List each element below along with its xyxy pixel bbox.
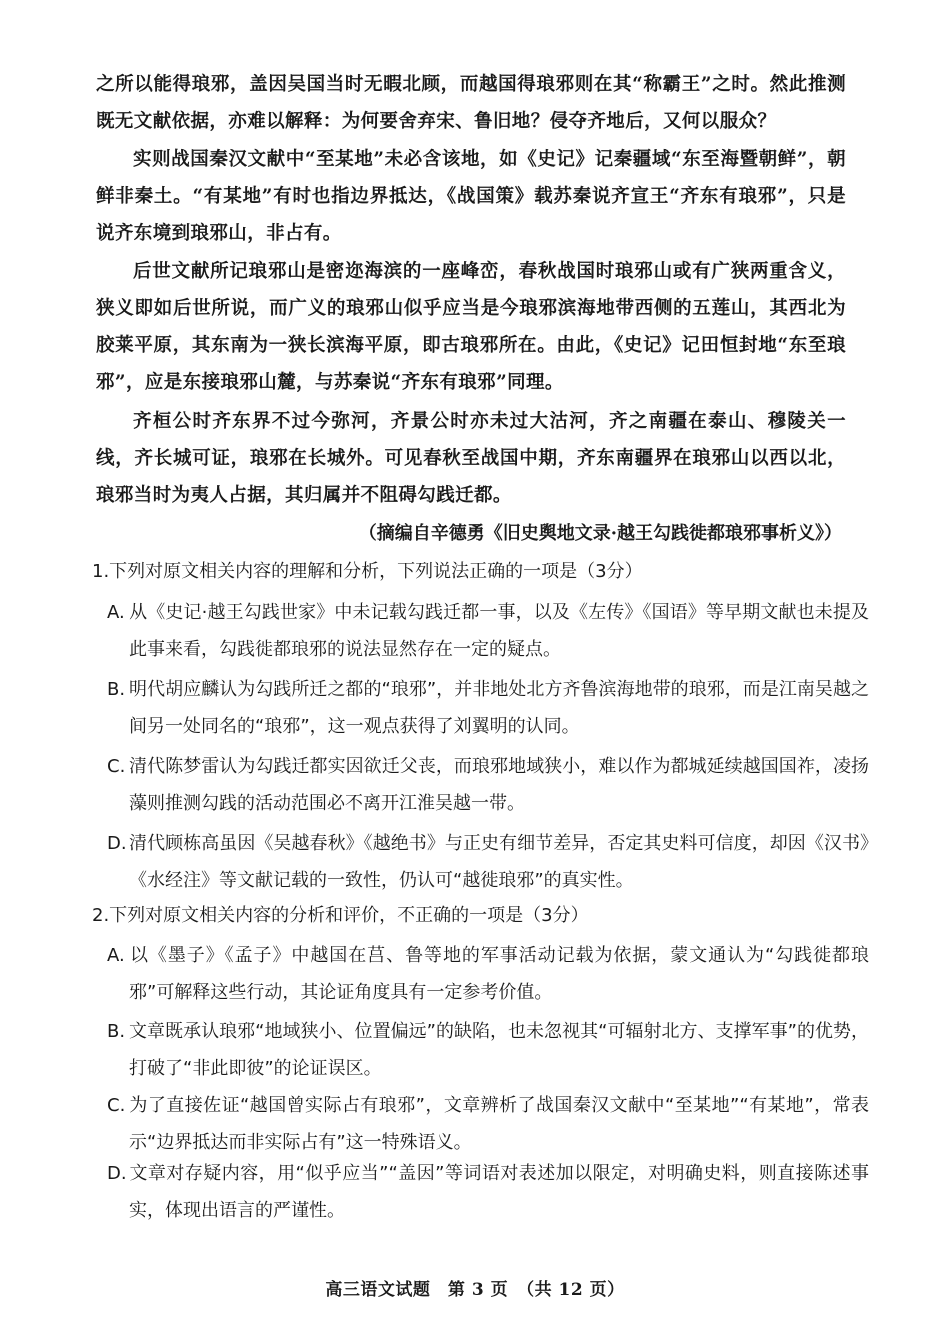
option-text: 文章对存疑内容，用“似乎应当”“盖因”等词语对表述加以限定，对明确史料，则直接陈述事实，体现出语言的严谨性。 xyxy=(129,1163,869,1221)
question-2-option-b[interactable] xyxy=(107,1013,869,1087)
question-2-option-a[interactable] xyxy=(107,937,869,1011)
option-text: 清代陈梦雷认为勾践迁都实因欲迁父丧，而琅邪地域狭小，难以作为都城延续越国国祚，凌扬藻则推测勾践的活动范围必不离开江淮吴越一带。 xyxy=(129,756,869,814)
passage-paragraph-3: 后世文献所记琅邪山是密迩海滨的一座峰峦，春秋战国时琅邪山或有广狭两重含义，狭义即如后世所说，而广义的琅邪山似乎应当是今琅邪滨海地带西侧的五莲山，其西北为胶莱平原，其东南为一狭长滨海平原，即古琅邪所在。由此，《史记》记田恒封地“东至琅邪”，应是东接琅邪山麓，与苏秦说“齐东有琅邪”同理。 xyxy=(96,261,846,393)
option-letter: D. xyxy=(107,1163,127,1184)
question-2-option-d[interactable] xyxy=(107,1155,869,1229)
option-letter: D. xyxy=(107,833,127,854)
option-letter: A. xyxy=(107,602,125,623)
option-text: 文章既承认琅邪“地域狭小、位置偏远”的缺陷，也未忽视其“可辐射北方、支撑军事”的优势，打破了“非此即彼”的论证误区。 xyxy=(129,1021,869,1079)
option-letter: C. xyxy=(107,1095,126,1116)
option-letter: B. xyxy=(107,1021,126,1042)
question-1-option-b[interactable] xyxy=(107,671,869,745)
option-text: 从《史记·越王勾践世家》中未记载勾践迁都一事，以及《左传》《国语》等早期文献也未提及此事来看，勾践徙都琅邪的说法显然存在一定的疑点。 xyxy=(129,602,869,660)
question-2-stem: 2.下列对原文相关内容的分析和评价，不正确的一项是（3分） xyxy=(92,905,589,926)
passage-paragraph-1: 之所以能得琅邪，盖因吴国当时无暇北顾，而越国得琅邪则在其“称霸王”之时。然此推测既无文献依据，亦难以解释：为何要舍弃宋、鲁旧地？侵夺齐地后，又何以服众？ xyxy=(96,74,846,132)
option-text: 以《墨子》《孟子》中越国在莒、鲁等地的军事活动记载为依据，蒙文通认为“勾践徙都琅邪”可解释这些行动，其论证角度具有一定参考价值。 xyxy=(129,945,869,1003)
option-letter: B. xyxy=(107,679,126,700)
question-1-stem: 1.下列对原文相关内容的理解和分析，下列说法正确的一项是（3分） xyxy=(92,561,643,582)
question-2-option-c[interactable] xyxy=(107,1087,869,1161)
option-letter: A. xyxy=(107,945,125,966)
passage-paragraph-4: 齐桓公时齐东界不过今弥河，齐景公时亦未过大沽河，齐之南疆在泰山、穆陵关一线，齐长城可证，琅邪在长城外。可见春秋至战国中期，齐东南疆界在琅邪山以西以北，琅邪当时为夷人占据，其归属并不阻碍勾践迁都。 xyxy=(96,411,846,506)
page-footer: 高三语文试题 第 3 页 （共 12 页） xyxy=(325,1280,625,1300)
option-letter: C. xyxy=(107,756,126,777)
option-text: 清代顾栋高虽因《吴越春秋》《越绝书》与正史有细节差异，否定其史料可信度，却因《汉书》《水经注》等文献记载的一致性，仍认可“越徙琅邪”的真实性。 xyxy=(129,833,869,891)
option-text: 为了直接佐证“越国曾实际占有琅邪”，文章辨析了战国秦汉文献中“至某地”“有某地”，常表示“边界抵达而非实际占有”这一特殊语义。 xyxy=(129,1095,869,1153)
passage-paragraph-2: 实则战国秦汉文献中“至某地”未必含该地，如《史记》记秦疆域“东至海暨朝鲜”，朝鲜非秦土。“有某地”有时也指边界抵达，《战国策》载苏秦说齐宣王“齐东有琅邪”，只是说齐东境到琅邪山，非占有。 xyxy=(96,149,846,244)
question-1-option-d[interactable] xyxy=(107,825,869,899)
question-1-option-a[interactable] xyxy=(107,594,869,668)
question-1-option-c[interactable] xyxy=(107,748,869,822)
option-text: 明代胡应麟认为勾践所迁之都的“琅邪”，并非地处北方齐鲁滨海地带的琅邪，而是江南吴越之间另一处同名的“琅邪”，这一观点获得了刘翼明的认同。 xyxy=(129,679,869,737)
passage-citation: （摘编自辛德勇《旧史舆地文录·越王勾践徙都琅邪事析义》） xyxy=(358,523,842,544)
